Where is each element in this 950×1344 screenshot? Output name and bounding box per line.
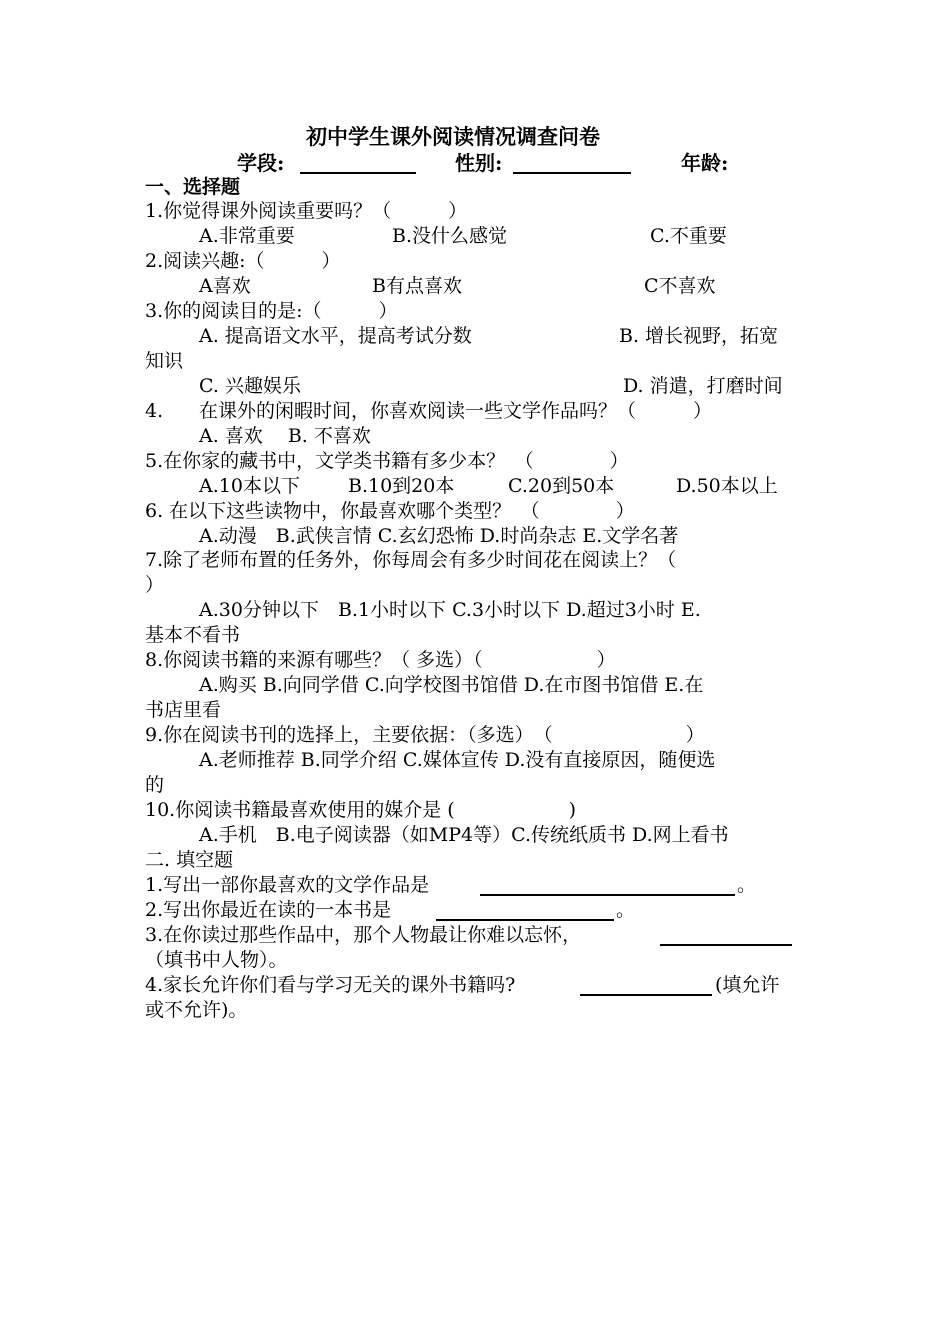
fill-2-blank[interactable] [436,899,614,921]
fill-1-blank[interactable] [480,874,735,896]
question-6: 6. 在以下这些读物中，你最喜欢哪个类型？ （ ） [145,500,635,522]
q2-option-a[interactable]: A喜欢 [199,275,251,297]
fill-1-prompt: 1.写出一部你最喜欢的文学作品是 [145,874,430,896]
section-choice-heading: 一、选择题 [145,176,241,198]
q2-option-b[interactable]: B有点喜欢 [372,275,462,297]
q1-option-b[interactable]: B.没什么感觉 [392,225,508,247]
q1-option-a[interactable]: A.非常重要 [199,225,295,247]
fill-1-end: 。 [737,874,757,896]
q9-options-continued: 的 [145,774,165,796]
q10-options[interactable]: A.手机 B.电子阅读器（如MP4等）C.传统纸质书 D.网上看书 [199,824,729,846]
question-2: 2.阅读兴趣:（ ） [145,250,341,272]
question-10: 10.你阅读书籍最喜欢使用的媒介是 ( ) [145,799,577,821]
question-7: 7.除了老师布置的任务外，你每周会有多少时间花在阅读上？（ [145,549,677,571]
question-4: 在课外的闲暇时间，你喜欢阅读一些文学作品吗？（ ） [199,400,713,422]
question-5: 5.在你家的藏书中，文学类书籍有多少本？ （ ） [145,450,629,472]
header-age-label: 年龄: [681,151,729,175]
q7-options-continued: 基本不看书 [145,624,241,646]
q3-option-c[interactable]: C. 兴趣娱乐 [199,375,301,397]
fill-3-prompt: 3.在你读过那些作品中，那个人物最让你难以忘怀， [145,924,582,946]
q3-option-a[interactable]: A. 提高语文水平，提高考试分数 [199,325,472,347]
question-7-continued: ） [145,574,165,596]
section-fill-heading: 二. 填空题 [145,849,234,871]
q3-option-b[interactable]: B. 增长视野，拓宽 [619,325,779,347]
gender-blank[interactable] [513,152,631,174]
q4-options[interactable]: A. 喜欢 B. 不喜欢 [199,425,371,447]
question-3: 3.你的阅读目的是:（ ） [145,300,398,322]
question-1: 1.你觉得课外阅读重要吗？（ ） [145,200,468,222]
q5-option-a[interactable]: A.10本以下 [199,475,300,497]
question-4-number: 4. [145,400,164,422]
q7-options[interactable]: A.30分钟以下 B.1小时以下 C.3小时以下 D.超过3小时 E. [199,599,701,621]
fill-4-hint: (填允许 [715,974,780,996]
question-9: 9.你在阅读书刊的选择上，主要依据：（多选） （ ） [145,724,705,746]
header-stage-label: 学段: [237,151,285,175]
stage-blank[interactable] [300,152,416,174]
fill-3-blank[interactable] [660,924,792,946]
page-title: 初中学生课外阅读情况调查问卷 [306,124,600,149]
q1-option-c[interactable]: C.不重要 [650,225,727,247]
q6-options[interactable]: A.动漫 B.武侠言情 C.玄幻恐怖 D.时尚杂志 E.文学名著 [199,525,679,547]
header-gender-label: 性别: [455,151,503,175]
fill-4-hint-continued: 或不允许)。 [145,999,248,1021]
fill-2-prompt: 2.写出你最近在读的一本书是 [145,899,392,921]
q3-option-b-continued: 知识 [145,350,184,372]
q9-options[interactable]: A.老师推荐 B.同学介绍 C.媒体宣传 D.没有直接原因，随便选 [199,749,716,771]
q8-options[interactable]: A.购买 B.向同学借 C.向学校图书馆借 D.在市图书馆借 E.在 [199,674,704,696]
fill-2-end: 。 [616,899,636,921]
question-8: 8.你阅读书籍的来源有哪些？（ 多选）（ ） [145,649,616,671]
q8-options-continued: 书店里看 [145,699,222,721]
q5-option-d[interactable]: D.50本以上 [676,475,778,497]
fill-4-prompt: 4.家长允许你们看与学习无关的课外书籍吗? [145,974,516,996]
fill-3-note: （填书中人物）。 [145,949,288,971]
fill-4-blank[interactable] [580,974,712,996]
q3-option-d[interactable]: D. 消遣，打磨时间 [623,375,783,397]
q5-option-c[interactable]: C.20到50本 [508,475,615,497]
q2-option-c[interactable]: C不喜欢 [644,275,716,297]
q5-option-b[interactable]: B.10到20本 [348,475,455,497]
